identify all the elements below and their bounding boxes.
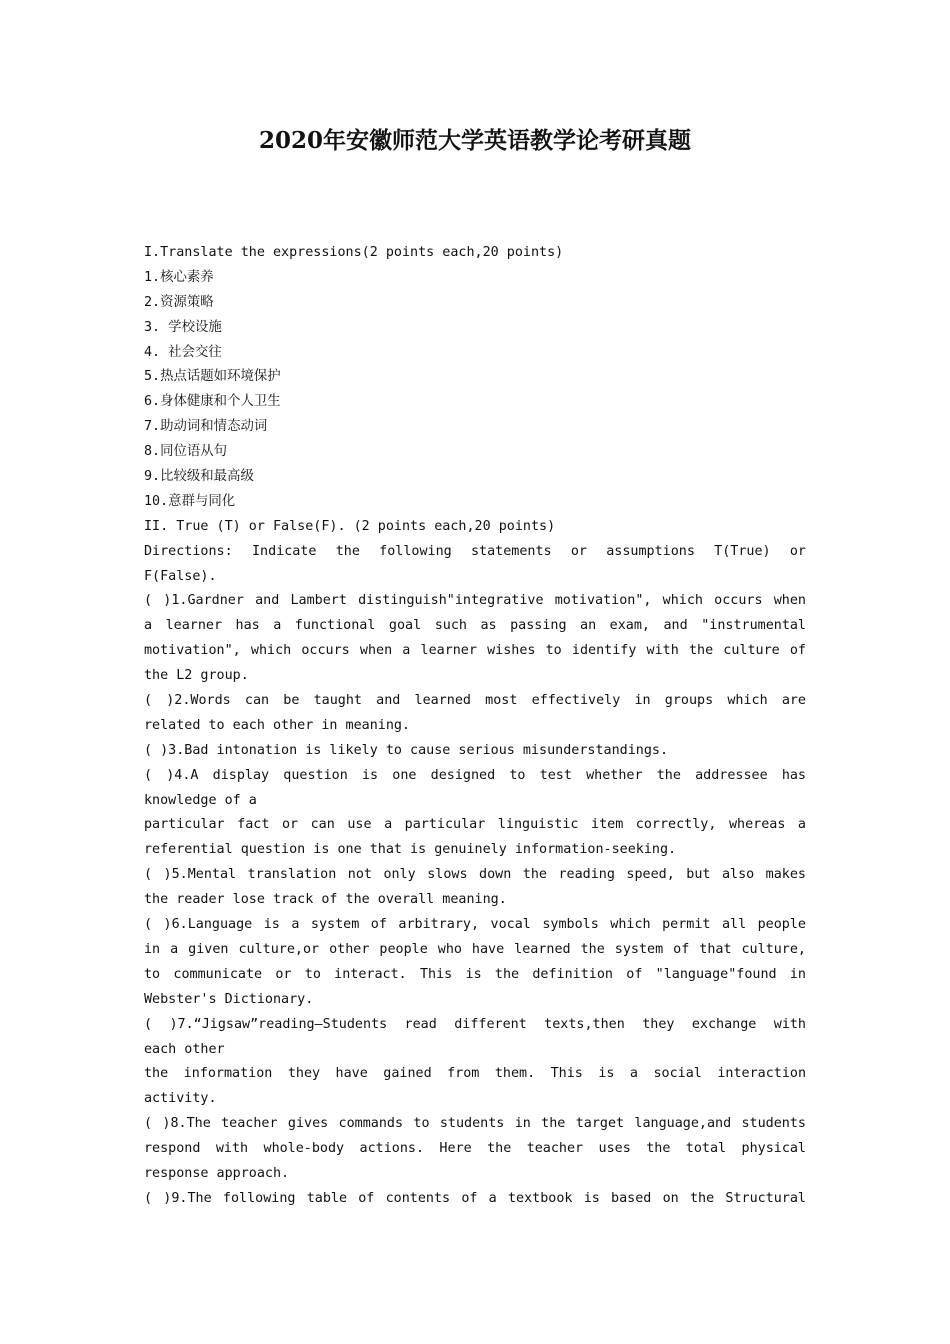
question-4-line: knowledge of a (144, 792, 257, 808)
question-6-line: Webster's Dictionary. (144, 991, 314, 1007)
translation-item: 6.身体健康和个人卫生 (144, 394, 281, 410)
question-8-line: ( )8.The teacher gives commands to students in the target language,and students (144, 1116, 806, 1132)
document-body (144, 241, 806, 1212)
question-8-line: respond with whole-body actions. Here the teacher uses the total physical (144, 1141, 806, 1157)
question-5-line: ( )5.Mental translation not only slows down the reading speed, but also makes (144, 867, 806, 883)
translation-item: 8.同位语从句 (144, 444, 228, 460)
question-1-line: a learner has a functional goal such as passing an exam, and "instrumental (144, 618, 806, 634)
question-4-line: ( )4.A display question is one designed to test whether the addressee has (144, 767, 806, 783)
translation-item: 2.资源策略 (144, 294, 214, 310)
question-7-line: ( )7.“Jigsaw”reading—Students read different texts,then they exchange with (144, 1016, 806, 1032)
translation-item: 1.核心素养 (144, 269, 214, 285)
question-4-line: particular fact or can use a particular linguistic item correctly, whereas a (144, 817, 806, 833)
translation-item: 7.助动词和情态动词 (144, 419, 268, 435)
document-title: 2020年安徽师范大学英语教学论考研真题 (258, 127, 691, 154)
question-7-line: the information they have gained from them. This is a social interaction (144, 1066, 806, 1082)
translation-item: 10.意群与同化 (144, 493, 236, 509)
section-2-heading: II. True (T) or False(F). (2 points each,20 points) (144, 518, 556, 534)
translation-item: 3. 学校设施 (144, 319, 222, 335)
question-5-line: the reader lose track of the overall meaning. (144, 892, 507, 908)
question-6-line: to communicate or to interact. This is the definition of "language"found in (144, 966, 806, 982)
question-1-line: motivation", which occurs when a learner wishes to identify with the culture of (144, 643, 806, 659)
section-1-heading: I.Translate the expressions(2 points each,20 points) (144, 245, 564, 260)
question-6-line: ( )6.Language is a system of arbitrary, vocal symbols which permit all people (144, 917, 806, 933)
translation-item: 9.比较级和最高级 (144, 469, 254, 485)
translation-item: 5.热点话题如环境保护 (144, 369, 281, 385)
translation-item: 4. 社会交往 (144, 344, 222, 360)
question-2-line: related to each other in meaning. (144, 717, 411, 733)
question-9-line: ( )9.The following table of contents of a textbook is based on the Structural (144, 1190, 806, 1206)
question-1-line: ( )1.Gardner and Lambert distinguish"integrative motivation", which occurs when (144, 593, 806, 609)
question-7-line: each other (144, 1041, 225, 1057)
question-4-line: referential question is one that is genuinely information-seeking. (144, 842, 677, 858)
question-8-line: response approach. (144, 1165, 290, 1181)
question-6-line: in a given culture,or other people who have learned the system of that culture, (144, 941, 806, 957)
question-7-line: activity. (144, 1091, 217, 1107)
directions-text: Directions: Indicate the following statements or assumptions T(True) or (144, 543, 806, 559)
question-3-line: ( )3.Bad intonation is likely to cause serious misunderstandings. (144, 742, 669, 758)
directions-text: F(False). (144, 568, 217, 584)
question-2-line: ( )2.Words can be taught and learned most effectively in groups which are (144, 693, 806, 709)
question-1-line: the L2 group. (144, 668, 249, 684)
